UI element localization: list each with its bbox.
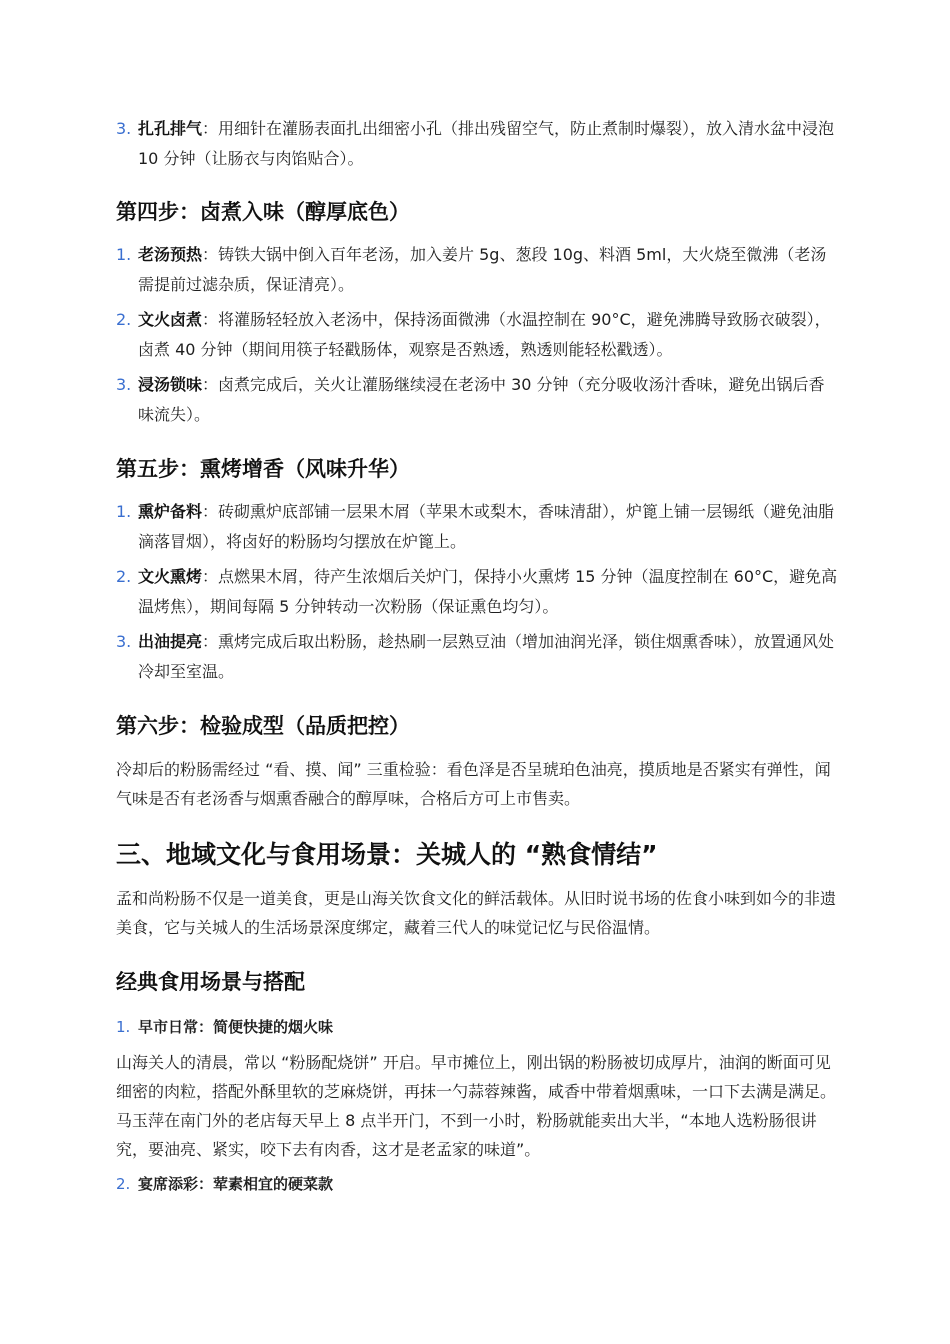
- list-number: 1.: [116, 245, 132, 264]
- list-number: 3.: [116, 119, 132, 138]
- list-number: 2.: [116, 1175, 131, 1193]
- step5-heading: 第五步：熏烤增香（风味升华）: [116, 457, 410, 481]
- section3-heading: 三、地域文化与食用场景：关城人的 “熟食情结”: [116, 840, 658, 869]
- list-number: 2.: [116, 567, 132, 586]
- item-term: 出油提亮: [138, 632, 203, 651]
- step5-item-2: [116, 562, 838, 622]
- list-number: 3.: [116, 632, 132, 651]
- step4-item-3: [116, 370, 838, 430]
- item-term: 文火卤煮: [138, 310, 203, 329]
- scene-title: 宴席添彩：荤素相宜的硬菜款: [138, 1175, 334, 1193]
- scene-title: 早市日常：简便快捷的烟火味: [138, 1018, 334, 1036]
- scene2-heading: [116, 1172, 838, 1196]
- item-term: 浸汤锁味: [138, 375, 203, 394]
- step5-item-3: [116, 627, 838, 687]
- scenes-subheading: 经典食用场景与搭配: [116, 970, 305, 994]
- item-text: ：卤煮完成后，关火让灌肠继续浸在老汤中 30 分钟（充分吸收汤汁香味，避免出锅后香味流失）。: [138, 375, 825, 424]
- step4-item-1: [116, 240, 838, 300]
- list-number: 2.: [116, 310, 132, 329]
- step4-item-2: [116, 305, 838, 365]
- scene1-heading: [116, 1015, 838, 1039]
- step3-item-3: [116, 114, 838, 174]
- list-number: 1.: [116, 502, 132, 521]
- scene1-paragraph: 山海关人的清晨，常以 “粉肠配烧饼” 开启。早市摊位上，刚出锅的粉肠被切成厚片，油润的断面可见细密的肉粒，搭配外酥里软的芝麻烧饼，再抹一勺蒜蓉辣酱，咸香中带着烟熏味，一口下去满是满足。马玉萍在南门外的老店每天早上 8 点半开门，不到一小时，粉肠就能卖出大半，“本地人选粉肠很讲究，要油亮、紧实，咬下去有肉香，这才是老孟家的味道”。: [116, 1053, 837, 1159]
- item-text: ：砖砌熏炉底部铺一层果木屑（苹果木或梨木，香味清甜），炉篦上铺一层锡纸（避免油脂滴落冒烟），将卤好的粉肠均匀摆放在炉篦上。: [138, 502, 835, 551]
- item-term: 老汤预热: [138, 245, 203, 264]
- step6-heading: 第六步：检验成型（品质把控）: [116, 714, 410, 738]
- item-text: ：将灌肠轻轻放入老汤中，保持汤面微沸（水温控制在 90°C，避免沸腾导致肠衣破裂），卤煮 40 分钟（期间用筷子轻戳肠体，观察是否熟透，熟透则能轻松戳透）。: [138, 310, 831, 359]
- item-text: ：用细针在灌肠表面扎出细密小孔（排出残留空气，防止煮制时爆裂），放入清水盆中浸泡 10 分钟（让肠衣与肉馅贴合）。: [138, 119, 835, 168]
- item-text: ：点燃果木屑，待产生浓烟后关炉门，保持小火熏烤 15 分钟（温度控制在 60°C，避免高温烤焦），期间每隔 5 分钟转动一次粉肠（保证熏色均匀）。: [138, 567, 838, 616]
- item-term: 扎孔排气: [138, 119, 203, 138]
- item-text: ：铸铁大锅中倒入百年老汤，加入姜片 5g、葱段 10g、料酒 5ml，大火烧至微沸（老汤需提前过滤杂质，保证清亮）。: [138, 245, 827, 294]
- section3-intro: 孟和尚粉肠不仅是一道美食，更是山海关饮食文化的鲜活载体。从旧时说书场的佐食小味到如今的非遗美食，它与关城人的生活场景深度绑定，藏着三代人的味觉记忆与民俗温情。: [116, 889, 837, 937]
- step6-paragraph: 冷却后的粉肠需经过 “看、摸、闻” 三重检验：看色泽是否呈琥珀色油亮，摸质地是否紧实有弹性，闻气味是否有老汤香与烟熏香融合的醇厚味，合格后方可上市售卖。: [116, 760, 831, 808]
- item-term: 熏炉备料: [138, 502, 203, 521]
- item-text: ：熏烤完成后取出粉肠，趁热刷一层熟豆油（增加油润光泽，锁住烟熏香味），放置通风处冷却至室温。: [138, 632, 835, 681]
- item-term: 文火熏烤: [138, 567, 203, 586]
- list-number: 1.: [116, 1018, 131, 1036]
- list-number: 3.: [116, 375, 132, 394]
- step5-item-1: [116, 497, 838, 557]
- step4-heading: 第四步：卤煮入味（醇厚底色）: [116, 200, 410, 224]
